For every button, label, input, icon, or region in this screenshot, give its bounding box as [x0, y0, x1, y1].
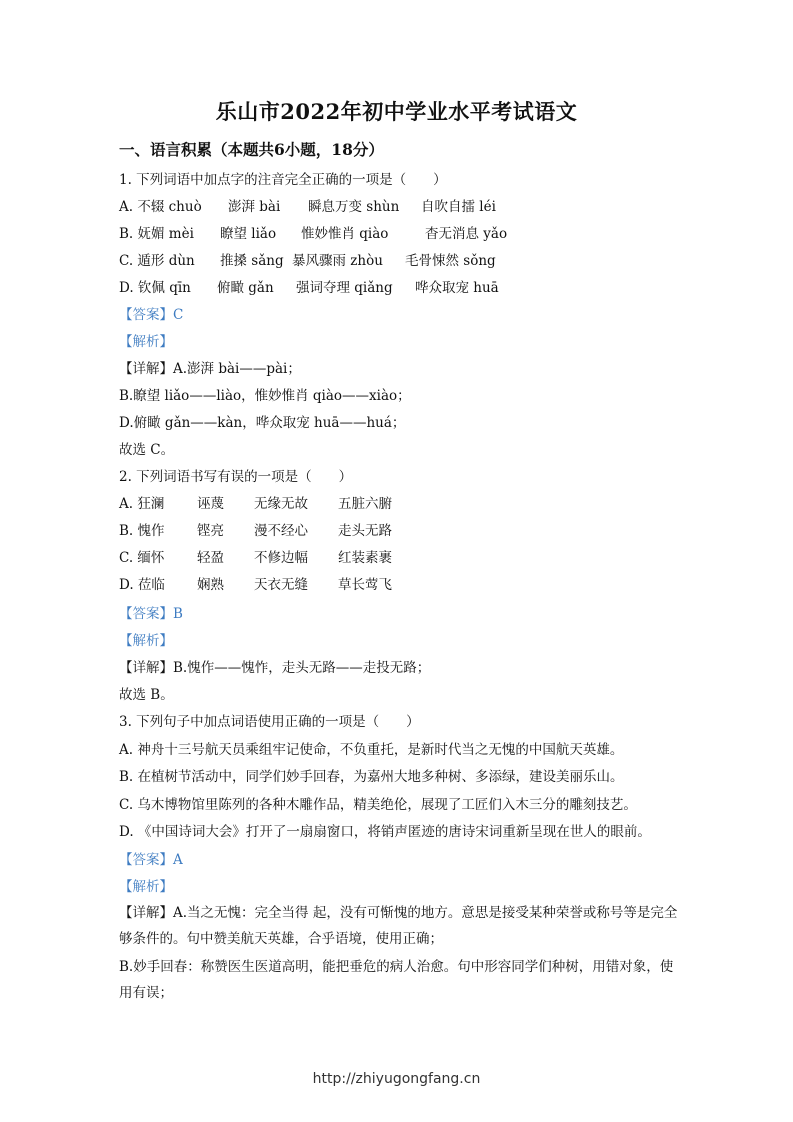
- q2-c-1: C. 缅怀: [119, 550, 165, 566]
- q1-detail-2: B.瞭望 liǎo——liào，惟妙惟肖 qiào——xiào；: [119, 388, 411, 404]
- q3-answer: 【答案】A: [119, 852, 183, 868]
- q1-b-2: 瞭望 liǎo: [220, 226, 277, 242]
- q2-b-1: B. 愧作: [119, 523, 165, 539]
- q2-d-1: D. 莅临: [119, 577, 165, 593]
- q1-d-2: 俯瞰 gǎn: [217, 280, 274, 296]
- q1-detail-3: D.俯瞰 gǎn——kàn，哗众取宠 huā——huá；: [119, 415, 406, 431]
- q1-a-2: 澎湃 bài: [228, 199, 281, 215]
- q2-c-2: 轻盈: [197, 550, 224, 566]
- q3-option-d: D. 《中国诗词大会》打开了一扇扇窗口，将销声匿迹的唐诗宋词重新呈现在世人的眼前。: [119, 824, 651, 840]
- q1-option-c: [119, 252, 496, 270]
- q2-a-2: 诬蔑: [197, 496, 224, 512]
- q2-stem: 2. 下列词语书写有误的一项是（ ）: [119, 469, 353, 485]
- q2-b-4: 走头无路: [338, 523, 392, 539]
- q1-detail-1: 【详解】A.澎湃 bài——pài；: [119, 361, 301, 377]
- q1-c-4: 毛骨悚然 sǒng: [405, 253, 496, 269]
- q2-d-4: 草长莺飞: [338, 577, 392, 593]
- q3-analysis: 【解析】: [119, 879, 173, 895]
- footer-url: http://zhiyugongfang.cn: [312, 1071, 481, 1087]
- q2-option-b: [119, 522, 392, 540]
- q3-option-a: A. 神舟十三号航天员乘组牢记使命，不负重托，是新时代当之无愧的中国航天英雄。: [119, 742, 624, 758]
- q2-c-4: 红装素裹: [338, 550, 392, 566]
- q1-stem: 1. 下列词语中加点字的注音完全正确的一项是（ ）: [119, 172, 447, 188]
- q1-b-4: 杳无消息 yǎo: [425, 226, 508, 242]
- q1-analysis: 【解析】: [119, 334, 173, 350]
- q2-analysis: 【解析】: [119, 633, 173, 649]
- q2-a-4: 五脏六腑: [338, 496, 392, 512]
- q2-a-1: A. 狂澜: [119, 496, 165, 512]
- q3-detail-b: B.妙手回春：称赞医生医道高明，能把垂危的病人治愈。句中形容同学们种树，用错对象，使用有误；: [119, 959, 674, 1001]
- q2-option-c: [119, 549, 392, 567]
- q1-c-2: 推搡 sǎng: [220, 253, 284, 269]
- q1-b-1: B. 妩媚 mèi: [119, 226, 194, 242]
- q3-detail-a: 【详解】A.当之无愧：完全当得 起，没有可惭愧的地方。意思是接受某种荣誉或称号等是完全够条件的。句中赞美航天英雄，合乎语境，使用正确；: [119, 905, 678, 947]
- q2-c-3: 不修边幅: [254, 550, 308, 566]
- q1-option-a: [119, 198, 496, 216]
- q2-detail-1: 【详解】B.愧作——愧怍，走头无路——走投无路；: [119, 660, 431, 676]
- q2-detail-2: 故选 B。: [119, 687, 174, 703]
- q2-b-3: 漫不经心: [254, 523, 308, 539]
- q1-option-d: [119, 279, 499, 297]
- q2-b-2: 铿亮: [197, 523, 224, 539]
- q2-answer: 【答案】B: [119, 606, 183, 622]
- q1-answer: 【答案】C: [119, 307, 184, 323]
- page-title: 乐山市2022年初中学业水平考试语文: [215, 99, 578, 124]
- q2-d-2: 娴熟: [197, 577, 224, 593]
- q1-d-3: 强词夺理 qiǎng: [296, 280, 393, 296]
- section-heading: 一、语言积累（本题共6小题，18分）: [119, 140, 384, 159]
- q1-d-1: D. 钦佩 qīn: [119, 280, 191, 296]
- q1-option-b: [119, 225, 507, 243]
- q1-c-3: 暴风骤雨 zhòu: [292, 253, 383, 269]
- q1-a-4: 自吹自擂 léi: [421, 199, 496, 215]
- q1-c-1: C. 遁形 dùn: [119, 253, 195, 269]
- q1-detail-4: 故选 C。: [119, 442, 175, 458]
- q2-a-3: 无缘无故: [254, 496, 308, 512]
- q2-d-3: 天衣无缝: [254, 577, 308, 593]
- q1-a-3: 瞬息万变 shùn: [308, 199, 400, 215]
- q2-option-d: [119, 576, 392, 594]
- q3-stem: 3. 下列句子中加点词语使用正确的一项是（ ）: [119, 714, 420, 730]
- q2-option-a: [119, 495, 392, 513]
- q1-d-4: 哗众取宠 huā: [415, 280, 499, 296]
- q3-option-b: B. 在植树节活动中，同学们妙手回春，为嘉州大地多种树、多添绿，建设美丽乐山。: [119, 769, 624, 785]
- q1-a-1: A. 不辍 chuò: [119, 199, 202, 215]
- q3-option-c: C. 乌木博物馆里陈列的各种木雕作品，精美绝伦，展现了工匠们入木三分的雕刻技艺。: [119, 797, 637, 813]
- q1-b-3: 惟妙惟肖 qiào: [301, 226, 389, 242]
